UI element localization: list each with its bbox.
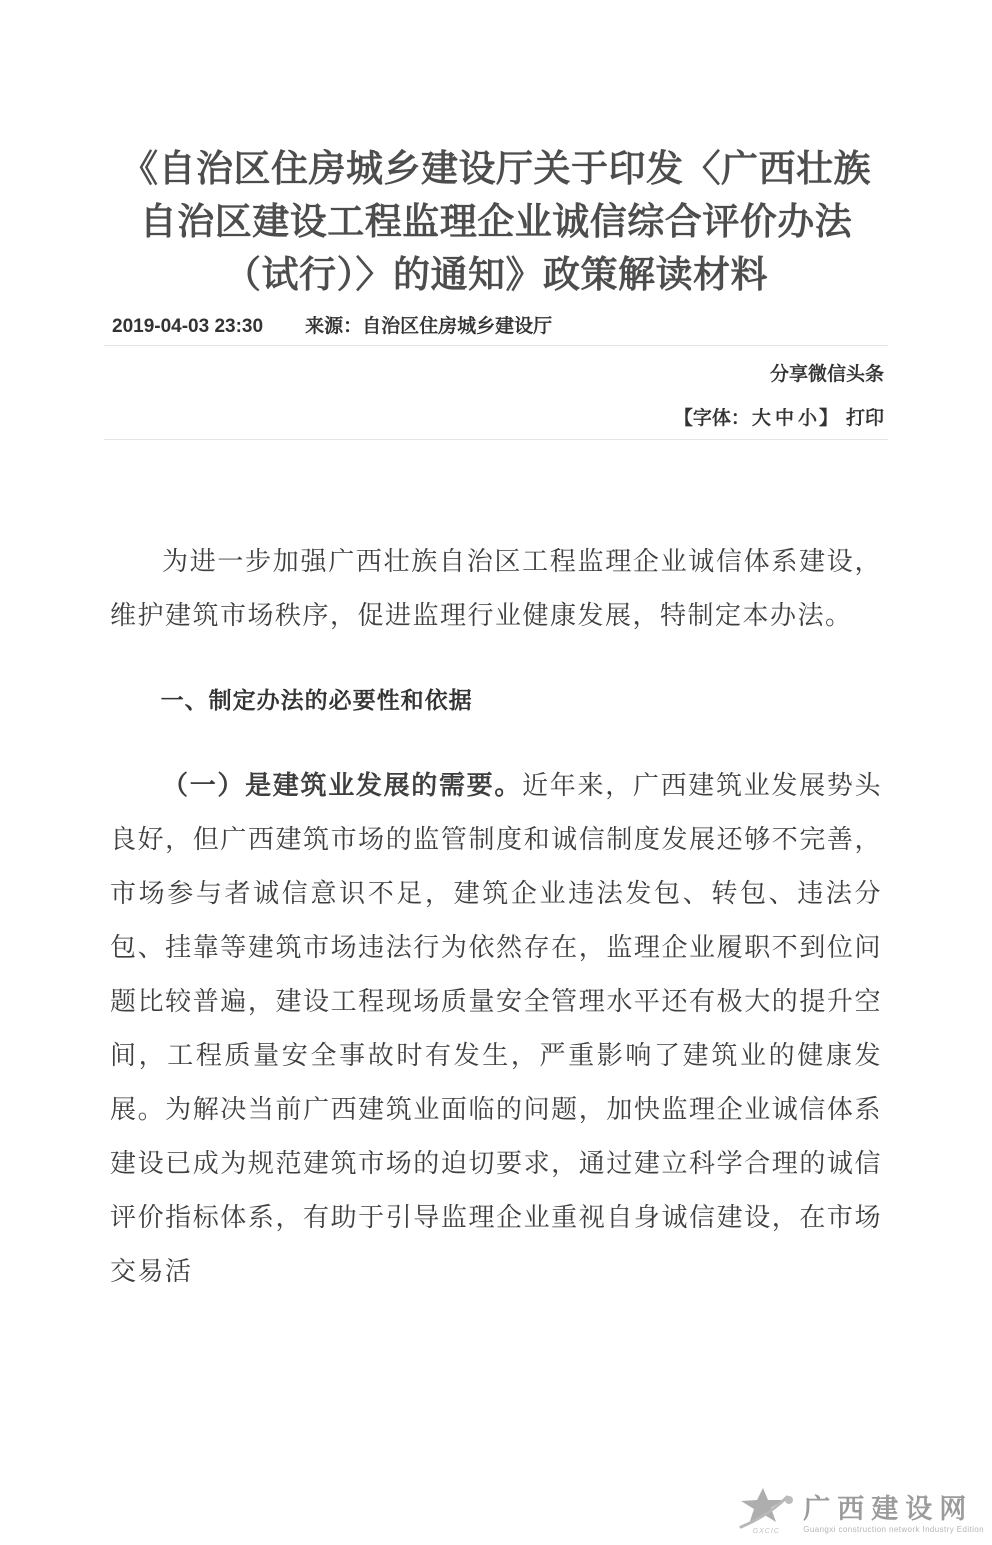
article-toolbar xyxy=(104,346,888,440)
section1-paragraph xyxy=(110,759,882,1299)
source-name: 自治区住房城乡建设厅 xyxy=(362,316,553,337)
article-page xyxy=(104,142,888,1299)
font-size-medium-button[interactable]: 中 xyxy=(774,408,794,429)
logo-text xyxy=(803,1487,984,1534)
publish-date: 2019-04-03 23:30 xyxy=(112,316,264,337)
font-print-row xyxy=(104,403,884,430)
source-label: 来源： xyxy=(305,316,363,337)
share-wechat-toutiao-link[interactable]: 分享微信头条 xyxy=(769,364,884,385)
article-body xyxy=(104,535,888,1299)
logo-site-name: 广西建设网 xyxy=(803,1494,974,1524)
star-logo-icon xyxy=(737,1487,795,1533)
logo-star-wrap xyxy=(737,1487,795,1535)
section-heading-1: 一、制定办法的必要性和依据 xyxy=(160,687,473,713)
paragraph-lead: （一）是建筑业发展的需要。 xyxy=(162,771,523,801)
site-watermark xyxy=(737,1487,984,1535)
font-size-suffix: 】 xyxy=(818,408,838,429)
font-size-large-button[interactable]: 大 xyxy=(751,408,771,429)
font-size-prefix: 【字体： xyxy=(673,408,750,429)
intro-paragraph: 为进一步加强广西壮族自治区工程监理企业诚信体系建设，维护建筑市场秩序，促进监理行业健康发展，特制定本办法。 xyxy=(110,547,882,631)
logo-badge-text: GXCIC xyxy=(752,1528,780,1535)
font-size-small-button[interactable]: 小 xyxy=(797,408,817,429)
share-row xyxy=(104,359,884,386)
page-title: 《自治区住房城乡建设厅关于印发〈广西壮族自治区建设工程监理企业诚信综合评价办法（试行）〉的通知》政策解读材料 xyxy=(121,148,871,295)
article-source xyxy=(305,311,552,338)
print-button[interactable]: 打印 xyxy=(845,408,884,429)
article-meta xyxy=(104,311,888,346)
logo-tagline: Guangxi construction network Industry Edition xyxy=(803,1525,984,1534)
paragraph-text: 近年来，广西建筑业发展势头良好，但广西建筑市场的监管制度和诚信制度发展还够不完善，市场参与者诚信意识不足，建筑企业违法发包、转包、违法分包、挂靠等建筑市场违法行为依然存在，监理企业履职不到位问题比较普遍，建设工程现场质量安全管理水平还有极大的提升空间，工程质量安全事故时有发生，严重影响了建筑业的健康发展。为解决当前广西建筑业面临的问题，加快监理企业诚信体系建设已成为规范建筑市场的迫切要求，通过建立科学合理的诚信评价指标体系，有助于引导监理企业重视自身诚信建设，在市场交易活 xyxy=(110,771,882,1287)
